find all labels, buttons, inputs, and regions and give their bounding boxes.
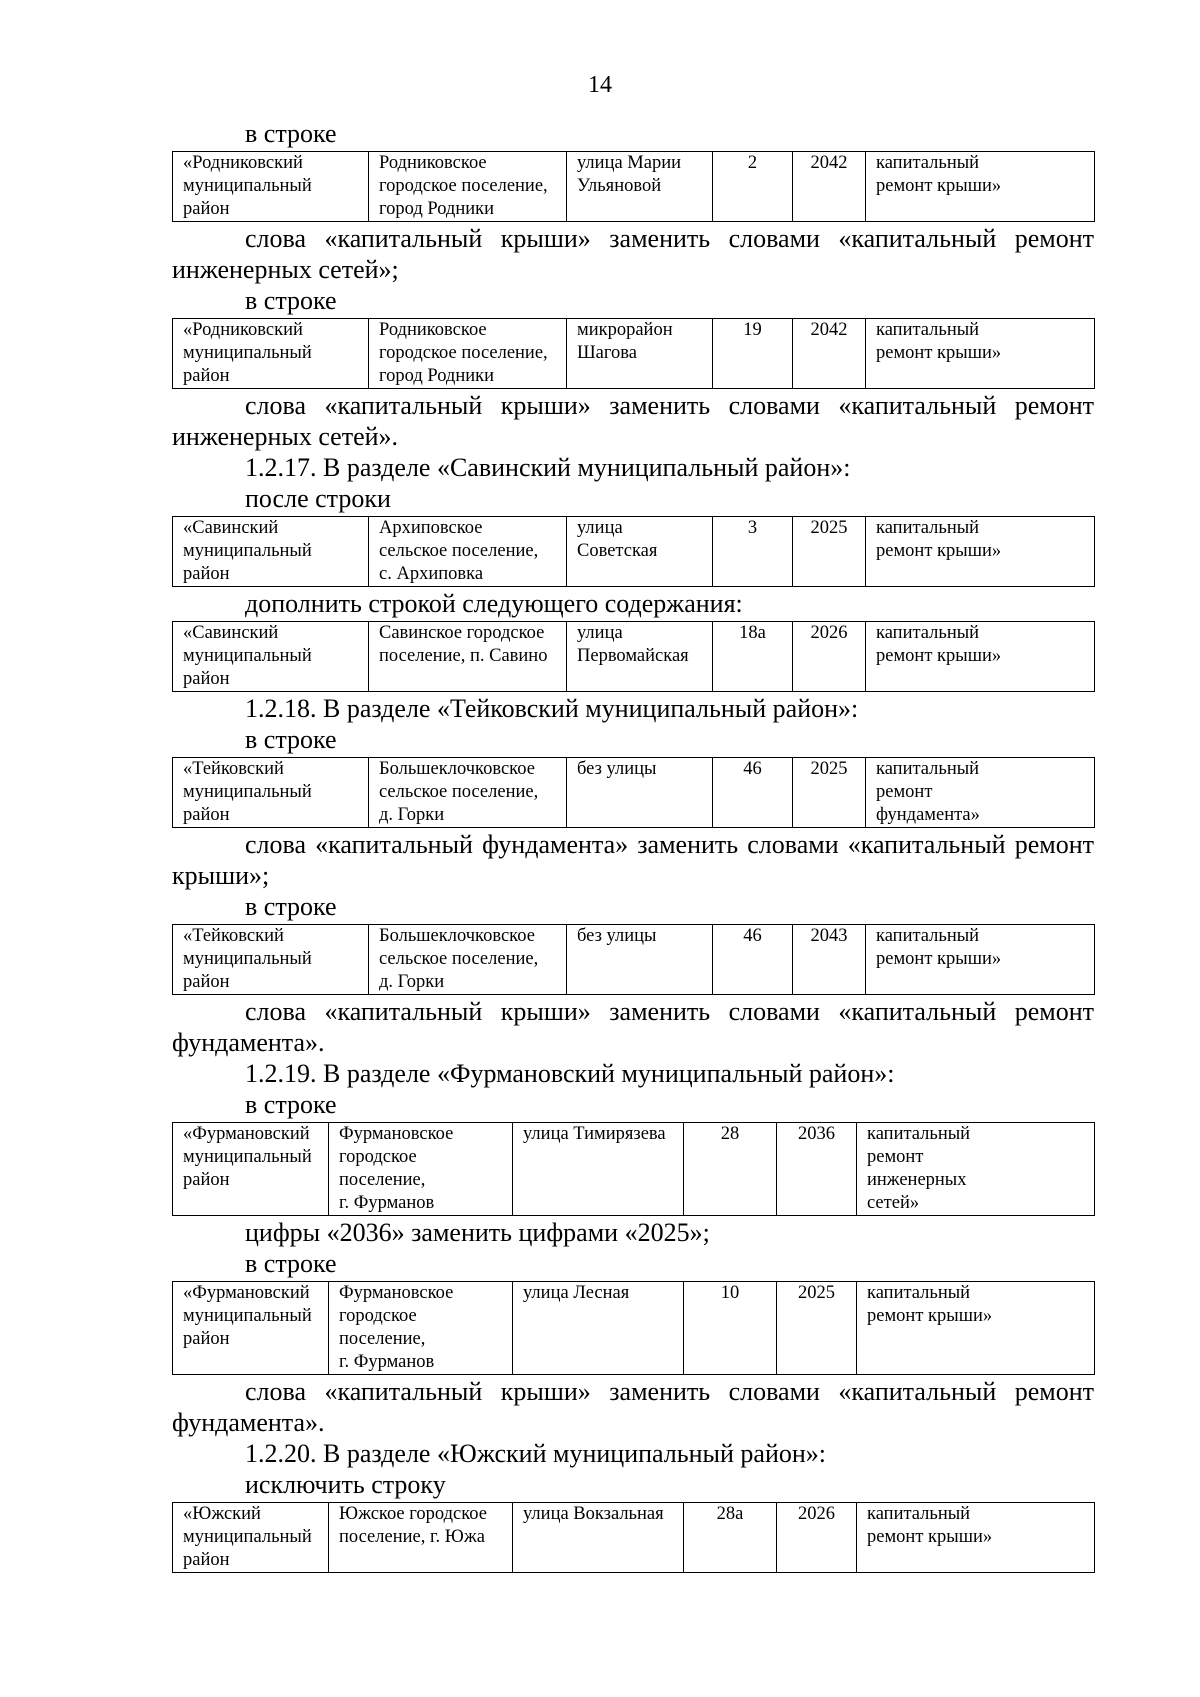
street-cell (567, 758, 713, 828)
cell-text: район (183, 1550, 230, 1570)
registry-row-table (172, 516, 1095, 587)
cell-text: 28 (720, 1124, 740, 1144)
year-cell (777, 1282, 857, 1375)
settlement-cell (329, 1503, 513, 1573)
cell-text: улица Вокзальная (523, 1504, 664, 1524)
cell-text: 2026 (810, 623, 848, 643)
paragraph: слова «капитальный крыши» заменить словами «капитальный ремонт фундамента». (172, 1377, 1094, 1437)
paragraph: в строке (245, 892, 337, 921)
cell-text: 2 (747, 153, 758, 173)
cell-text: ремонт крыши» (867, 1527, 993, 1547)
cell-text: улица (577, 518, 623, 538)
cell-text: микрорайон (577, 320, 673, 340)
cell-text: 46 (743, 759, 762, 779)
year-cell (793, 622, 866, 692)
house-cell (684, 1282, 777, 1375)
cell-text: городское (339, 1306, 417, 1326)
year-cell (793, 758, 866, 828)
paragraph: исключить строку (245, 1470, 446, 1499)
cell-text: «Южский (183, 1504, 261, 1524)
cell-text: район (183, 199, 230, 219)
work-type-cell (866, 152, 1095, 222)
street-cell (567, 622, 713, 692)
table-row (173, 319, 1095, 389)
house-cell (713, 622, 793, 692)
cell-text: капитальный (867, 1283, 971, 1303)
cell-text: г. Фурманов (339, 1352, 435, 1372)
cell-text: капитальный (876, 320, 980, 340)
house-cell (684, 1503, 777, 1573)
cell-text: сетей» (867, 1193, 920, 1213)
cell-text: район (183, 1329, 230, 1349)
cell-text: капитальный (876, 623, 980, 643)
registry-row-table (172, 1122, 1095, 1216)
year-cell (793, 517, 866, 587)
cell-text: д. Горки (379, 805, 445, 825)
cell-text: улица Тимирязева (523, 1124, 666, 1144)
cell-text: ремонт крыши» (876, 949, 1002, 969)
district-cell (173, 925, 369, 995)
cell-text: сельское поселение, (379, 782, 539, 802)
cell-text: ремонт (867, 1147, 924, 1167)
cell-text: инженерных (867, 1170, 967, 1190)
district-cell (173, 1503, 329, 1573)
street-cell (567, 925, 713, 995)
cell-text: фундамента» (876, 805, 980, 825)
paragraph: слова «капитальный крыши» заменить словами «капитальный ремонт фундамента». (172, 997, 1094, 1057)
cell-text: ремонт крыши» (867, 1306, 993, 1326)
cell-text: сельское поселение, (379, 541, 539, 561)
district-cell (173, 517, 369, 587)
cell-text: Большеклочковское (379, 926, 535, 946)
year-cell (793, 925, 866, 995)
cell-text: «Фурмановский (183, 1283, 310, 1303)
district-cell (173, 319, 369, 389)
cell-text: «Савинский (183, 623, 279, 643)
cell-text: «Родниковский (183, 153, 303, 173)
cell-text: капитальный (876, 759, 980, 779)
cell-text: 2025 (810, 759, 848, 779)
work-type-cell (857, 1282, 1095, 1375)
work-type-cell (866, 622, 1095, 692)
registry-row-table (172, 151, 1095, 222)
paragraph: 1.2.17. В разделе «Савинский муниципальный район»: (245, 453, 851, 482)
cell-text: Савинское городское (379, 623, 545, 643)
table-row (173, 1282, 1095, 1375)
document-body (172, 118, 1094, 1574)
cell-text: «Родниковский (183, 320, 303, 340)
cell-text: Первомайская (577, 646, 689, 666)
paragraph: дополнить строкой следующего содержания: (245, 589, 743, 618)
cell-text: 2042 (810, 153, 848, 173)
paragraph: 1.2.19. В разделе «Фурмановский муниципальный район»: (245, 1059, 895, 1088)
registry-row-table (172, 924, 1095, 995)
settlement-cell (369, 758, 567, 828)
paragraph: 1.2.18. В разделе «Тейковский муниципальный район»: (245, 694, 859, 723)
paragraph: в строке (245, 286, 337, 315)
paragraph: в строке (245, 119, 337, 148)
work-type-cell (866, 517, 1095, 587)
cell-text: Южское городское (339, 1504, 487, 1524)
cell-text: муниципальный (183, 782, 312, 802)
year-cell (793, 319, 866, 389)
cell-text: Фурмановское (339, 1283, 454, 1303)
cell-text: муниципальный (183, 541, 312, 561)
cell-text: поселение, г. Южа (339, 1527, 485, 1547)
table-row (173, 622, 1095, 692)
paragraph: после строки (245, 484, 391, 513)
street-cell (513, 1503, 684, 1573)
cell-text: поселение, п. Савино (379, 646, 548, 666)
district-cell (173, 1123, 329, 1216)
cell-text: 28а (716, 1504, 744, 1524)
registry-row-table (172, 621, 1095, 692)
cell-text: поселение, (339, 1329, 426, 1349)
cell-text: поселение, (339, 1170, 426, 1190)
cell-text: 2043 (810, 926, 848, 946)
cell-text: муниципальный (183, 949, 312, 969)
cell-text: «Фурмановский (183, 1124, 310, 1144)
cell-text: район (183, 669, 230, 689)
cell-text: район (183, 972, 230, 992)
paragraph: в строке (245, 1090, 337, 1119)
table-row (173, 152, 1095, 222)
cell-text: улица Марии (577, 153, 682, 173)
work-type-cell (857, 1503, 1095, 1573)
cell-text: 10 (720, 1283, 740, 1303)
cell-text: район (183, 1170, 230, 1190)
cell-text: муниципальный (183, 176, 312, 196)
cell-text: улица Лесная (523, 1283, 630, 1303)
cell-text: городское поселение, (379, 176, 548, 196)
cell-text: ремонт крыши» (876, 646, 1002, 666)
year-cell (777, 1503, 857, 1573)
cell-text: «Тейковский (183, 759, 284, 779)
street-cell (567, 319, 713, 389)
cell-text: 2025 (810, 518, 848, 538)
cell-text: Большеклочковское (379, 759, 535, 779)
house-cell (713, 758, 793, 828)
cell-text: капитальный (876, 518, 980, 538)
cell-text: муниципальный (183, 646, 312, 666)
registry-row-table (172, 318, 1095, 389)
cell-text: район (183, 366, 230, 386)
paragraph: цифры «2036» заменить цифрами «2025»; (245, 1218, 710, 1247)
registry-row-table (172, 757, 1095, 828)
paragraph: в строке (245, 725, 337, 754)
cell-text: муниципальный (183, 1147, 312, 1167)
cell-text: Советская (577, 541, 658, 561)
cell-text: муниципальный (183, 1306, 312, 1326)
cell-text: улица (577, 623, 623, 643)
cell-text: Архиповское (379, 518, 483, 538)
cell-text: городское поселение, (379, 343, 548, 363)
settlement-cell (369, 152, 567, 222)
cell-text: сельское поселение, (379, 949, 539, 969)
street-cell (513, 1123, 684, 1216)
table-row (173, 1503, 1095, 1573)
year-cell (793, 152, 866, 222)
cell-text: город Родники (379, 366, 495, 386)
street-cell (567, 517, 713, 587)
house-cell (713, 925, 793, 995)
cell-text: 2042 (810, 320, 848, 340)
settlement-cell (369, 517, 567, 587)
cell-text: Ульяновой (577, 176, 662, 196)
cell-text: ремонт крыши» (876, 176, 1002, 196)
table-row (173, 758, 1095, 828)
cell-text: без улицы (577, 759, 657, 779)
cell-text: 2036 (798, 1124, 835, 1144)
cell-text: Фурмановское (339, 1124, 454, 1144)
registry-row-table (172, 1281, 1095, 1375)
cell-text: Родниковское (379, 320, 487, 340)
cell-text: Шагова (577, 343, 637, 363)
settlement-cell (329, 1123, 513, 1216)
street-cell (567, 152, 713, 222)
house-cell (713, 152, 793, 222)
cell-text: г. Фурманов (339, 1193, 435, 1213)
year-cell (777, 1123, 857, 1216)
work-type-cell (866, 319, 1095, 389)
cell-text: муниципальный (183, 343, 312, 363)
registry-row-table (172, 1502, 1095, 1573)
cell-text: без улицы (577, 926, 657, 946)
cell-text: город Родники (379, 199, 495, 219)
street-cell (513, 1282, 684, 1375)
cell-text: 46 (743, 926, 762, 946)
work-type-cell (857, 1123, 1095, 1216)
paragraph: 1.2.20. В разделе «Южский муниципальный район»: (245, 1439, 827, 1468)
table-row (173, 517, 1095, 587)
paragraph: в строке (245, 1249, 337, 1278)
settlement-cell (369, 319, 567, 389)
cell-text: 19 (743, 320, 762, 340)
paragraph: слова «капитальный фундамента» заменить словами «капитальный ремонт крыши»; (172, 830, 1094, 890)
cell-text: ремонт крыши» (876, 541, 1002, 561)
cell-text: район (183, 805, 230, 825)
cell-text: район (183, 564, 230, 584)
house-cell (713, 517, 793, 587)
work-type-cell (866, 925, 1095, 995)
cell-text: капитальный (867, 1124, 971, 1144)
settlement-cell (369, 925, 567, 995)
cell-text: капитальный (876, 926, 980, 946)
district-cell (173, 758, 369, 828)
settlement-cell (329, 1282, 513, 1375)
cell-text: ремонт (876, 782, 933, 802)
house-cell (713, 319, 793, 389)
paragraph: слова «капитальный крыши» заменить словами «капитальный ремонт инженерных сетей». (172, 391, 1094, 451)
cell-text: «Савинский (183, 518, 279, 538)
cell-text: муниципальный (183, 1527, 312, 1547)
cell-text: капитальный (876, 153, 980, 173)
cell-text: 3 (747, 518, 758, 538)
cell-text: 2025 (798, 1283, 835, 1303)
cell-text: 2026 (798, 1504, 835, 1524)
district-cell (173, 1282, 329, 1375)
cell-text: ремонт крыши» (876, 343, 1002, 363)
cell-text: 18а (739, 623, 766, 643)
district-cell (173, 152, 369, 222)
cell-text: с. Архиповка (379, 564, 484, 584)
cell-text: д. Горки (379, 972, 445, 992)
cell-text: Родниковское (379, 153, 487, 173)
cell-text: городское (339, 1147, 417, 1167)
table-row (173, 925, 1095, 995)
table-row (173, 1123, 1095, 1216)
cell-text: «Тейковский (183, 926, 284, 946)
page-number: 14 (588, 72, 612, 98)
paragraph: слова «капитальный крыши» заменить словами «капитальный ремонт инженерных сетей»; (172, 224, 1094, 284)
cell-text: капитальный (867, 1504, 971, 1524)
work-type-cell (866, 758, 1095, 828)
house-cell (684, 1123, 777, 1216)
settlement-cell (369, 622, 567, 692)
district-cell (173, 622, 369, 692)
